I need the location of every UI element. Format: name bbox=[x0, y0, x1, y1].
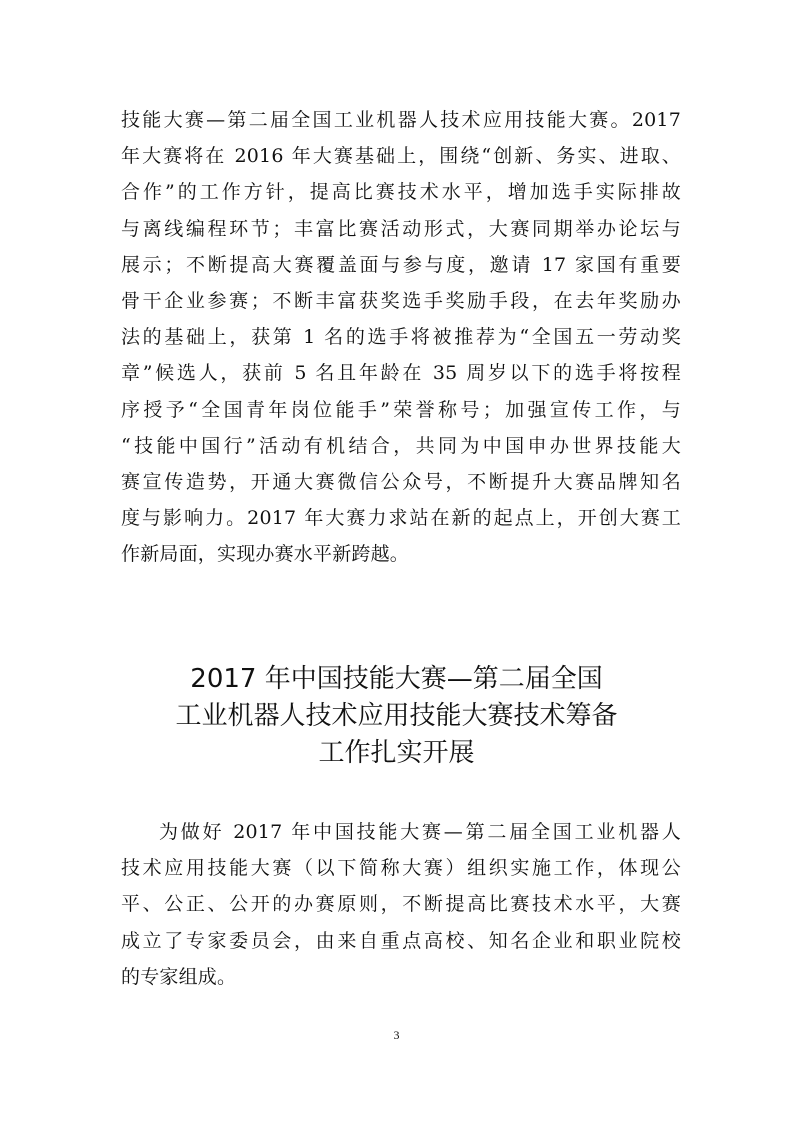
paragraph-line: 成立了专家委员会，由来自重点高校、知名企业和职业院校 bbox=[121, 929, 681, 952]
section-heading bbox=[100, 661, 693, 772]
heading-line: 工作扎实开展 bbox=[318, 738, 475, 768]
paragraph-line: 年大赛将在 2016 年大赛基础上，围绕“创新、务实、进取、 bbox=[121, 145, 681, 168]
page-number: 3 bbox=[393, 1028, 400, 1042]
paragraph-line: 序授予“全国青年岗位能手”荣誉称号；加强宣传工作，与 bbox=[121, 398, 681, 421]
paragraph-line: 法的基础上，获第 1 名的选手将被推荐为“全国五一劳动奖 bbox=[121, 326, 681, 349]
paragraph-line: 技术应用技能大赛（以下简称大赛）组织实施工作，体现公 bbox=[121, 857, 681, 880]
paragraph-line: 平、公正、公开的办赛原则，不断提高比赛技术水平，大赛 bbox=[121, 893, 681, 916]
paragraph-line: 章”候选人，获前 5 名且年龄在 35 周岁以下的选手将按程 bbox=[121, 362, 681, 385]
paragraph-line: 为做好 2017 年中国技能大赛—第二届全国工业机器人 bbox=[159, 821, 681, 843]
heading-line: 2017 年中国技能大赛—第二届全国 bbox=[190, 664, 603, 694]
paragraph-line: 展示；不断提高大赛覆盖面与参与度，邀请 17 家国有重要 bbox=[121, 253, 681, 276]
body-paragraph-1 bbox=[121, 102, 681, 573]
heading-line: 工业机器人技术应用技能大赛技术筹备 bbox=[175, 701, 618, 731]
paragraph-line: 技能大赛—第二届全国工业机器人技术应用技能大赛。2017 bbox=[121, 109, 681, 131]
paragraph-line: 与离线编程环节；丰富比赛活动形式，大赛同期举办论坛与 bbox=[121, 217, 681, 240]
paragraph-line: “技能中国行”活动有机结合，共同为中国申办世界技能大 bbox=[121, 434, 681, 457]
paragraph-line: 赛宣传造势，开通大赛微信公众号，不断提升大赛品牌知名 bbox=[121, 471, 681, 494]
paragraph-line: 的专家组成。 bbox=[121, 965, 237, 988]
body-paragraph-2 bbox=[121, 814, 681, 995]
paragraph-line: 作新局面，实现办赛水平新跨越。 bbox=[121, 543, 410, 566]
paragraph-line: 合作”的工作方针，提高比赛技术水平，增加选手实际排故 bbox=[121, 181, 681, 204]
paragraph-line: 度与影响力。2017 年大赛力求站在新的起点上，开创大赛工 bbox=[121, 507, 681, 530]
paragraph-line: 骨干企业参赛；不断丰富获奖选手奖励手段，在去年奖励办 bbox=[121, 290, 681, 313]
